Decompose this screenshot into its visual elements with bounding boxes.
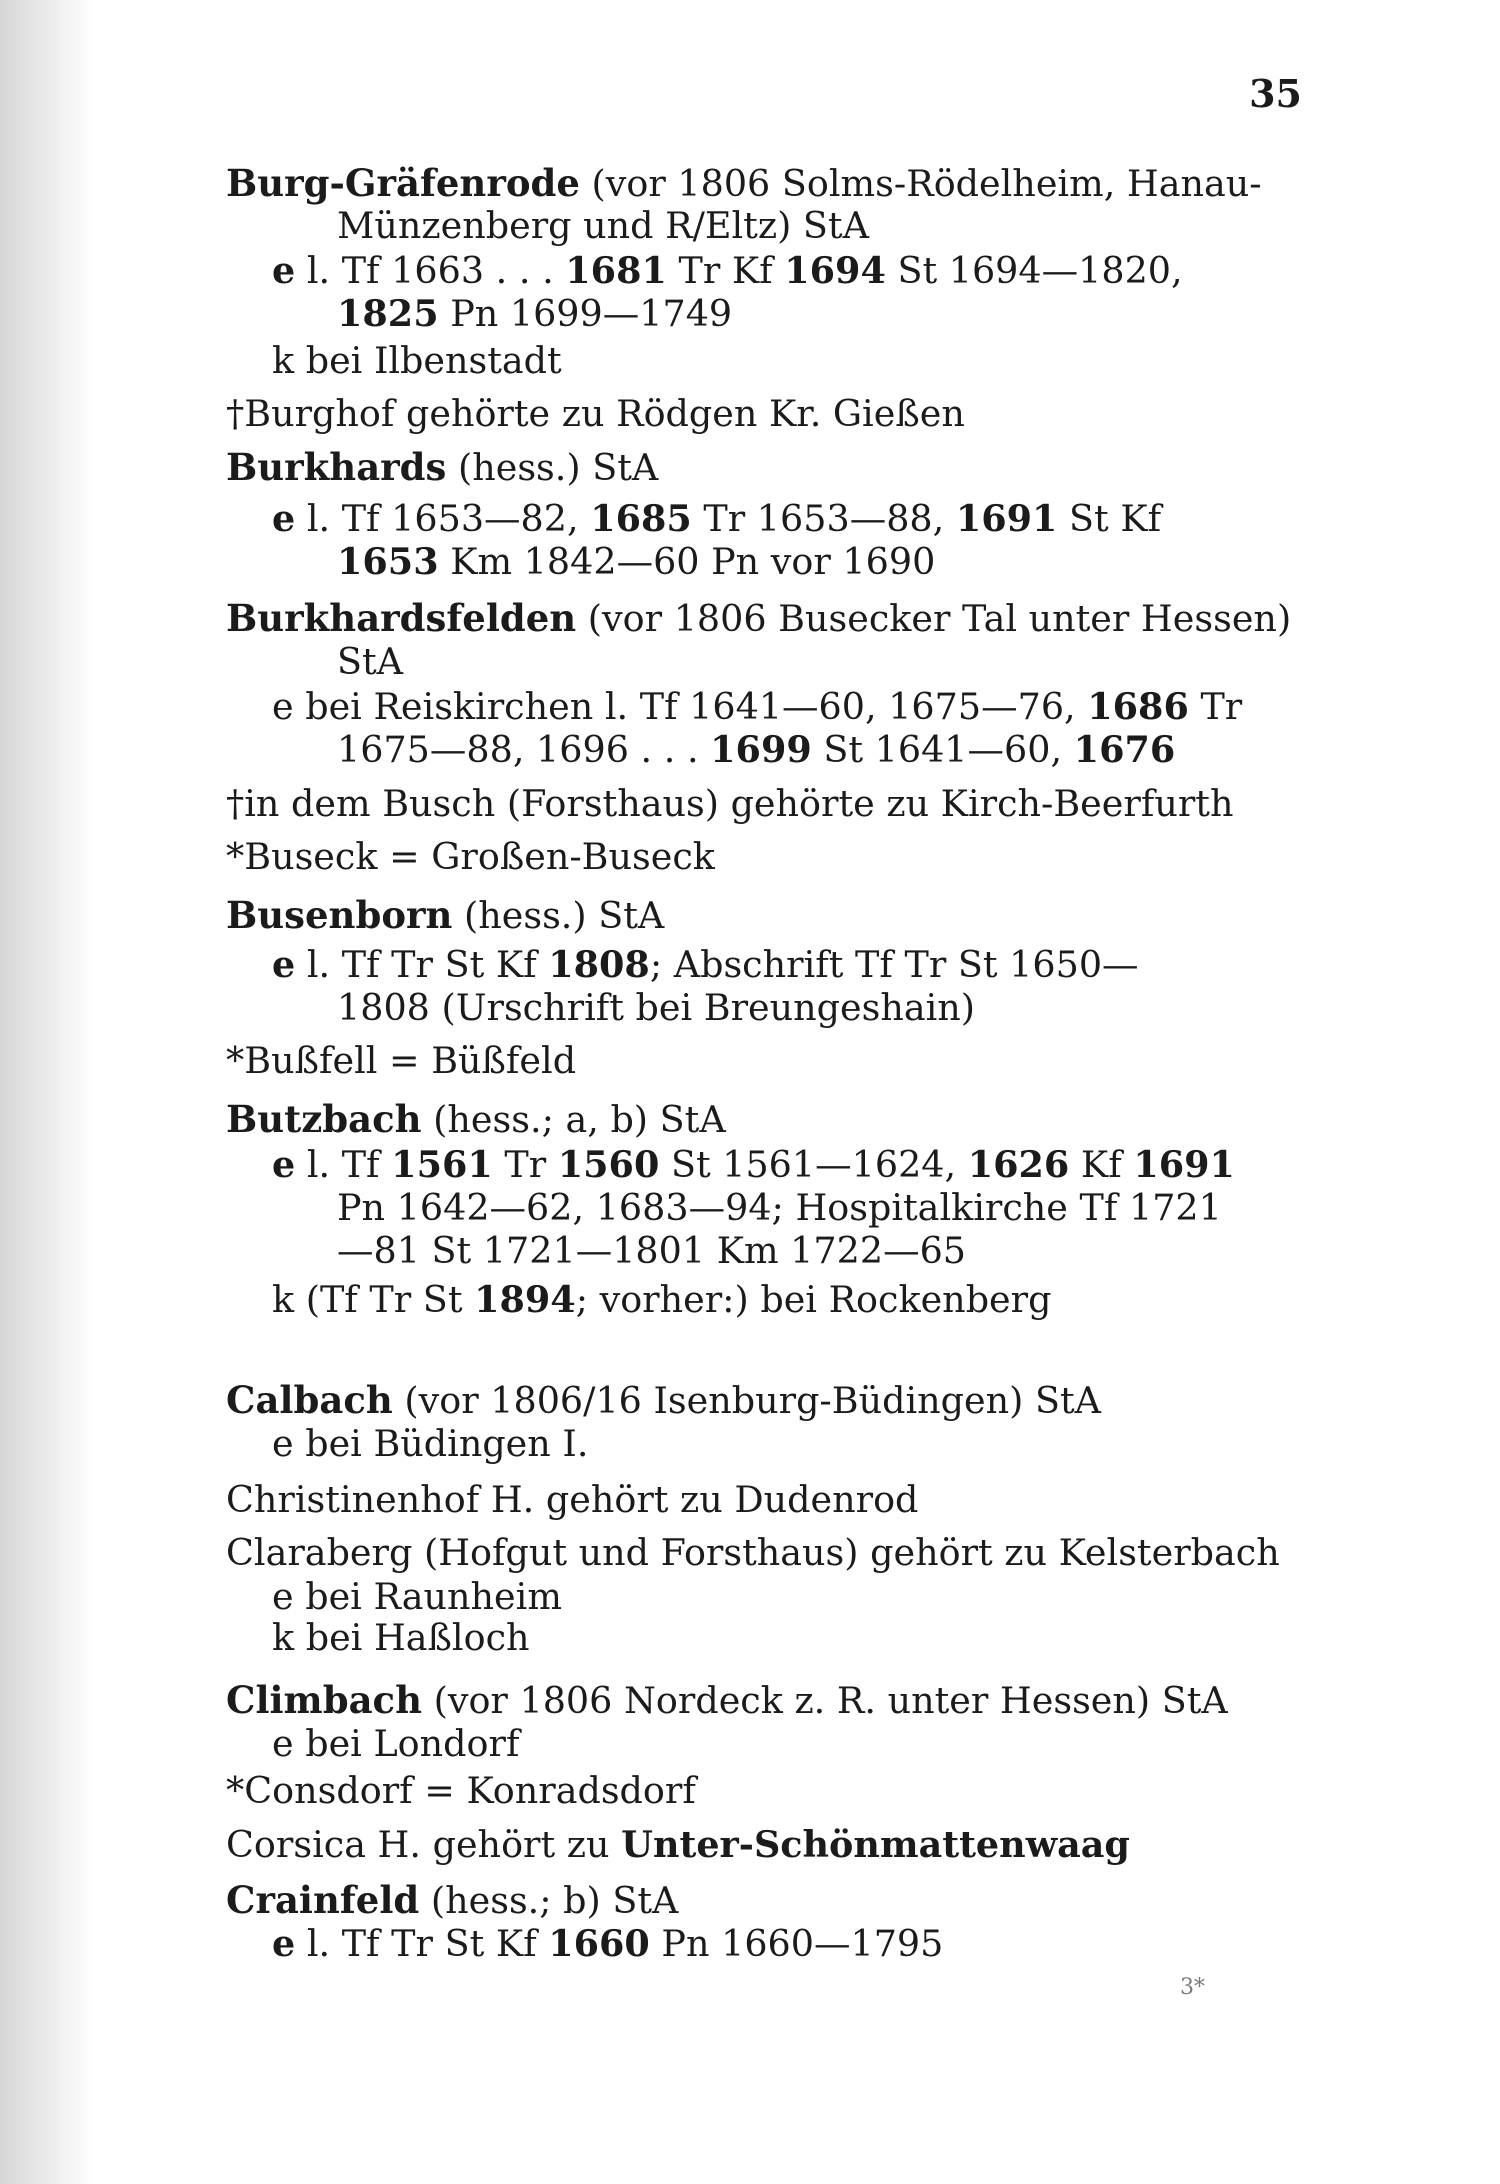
entry-headword: Burg-Gräfenrode <box>226 161 580 205</box>
entry-line: e bei Londorf <box>272 1722 520 1765</box>
entry-text: (vor 1806 Nordeck z. R. unter Hessen) StA <box>421 1679 1228 1722</box>
entry-line <box>226 1678 1228 1722</box>
entry-line <box>226 1378 1101 1422</box>
entry-line: StA <box>337 640 404 683</box>
entry-line <box>226 445 658 489</box>
entry-text: (vor 1806 Busecker Tal unter Hessen) <box>576 597 1292 640</box>
entry-line <box>226 893 664 937</box>
entry-headword: Burkhardsfelden <box>226 596 577 640</box>
entry-line: *Consdorf = Konradsdorf <box>226 1769 696 1812</box>
entry-text: (hess.; a, b) StA <box>421 1098 726 1141</box>
entry-line: †in dem Busch (Forsthaus) gehörte zu Kirch-Beerfurth <box>226 782 1234 825</box>
entry-line: 1675—88, 1696 . . . 1699 St 1641—60, 1676 <box>337 728 1176 771</box>
entry-line: —81 St 1721—1801 Km 1722—65 <box>337 1229 967 1272</box>
entry-line: †Burghof gehörte zu Rödgen Kr. Gießen <box>226 392 965 435</box>
entry-line: e bei Büdingen I. <box>272 1422 589 1465</box>
entry-text: (vor 1806/16 Isenburg-Büdingen) StA <box>392 1379 1101 1422</box>
entry-line: Christinenhof H. gehört zu Dudenrod <box>226 1478 919 1521</box>
entry-line <box>226 1097 726 1141</box>
entry-line <box>226 596 1291 640</box>
entry-line: Pn 1642—62, 1683—94; Hospitalkirche Tf 1721 <box>337 1186 1222 1229</box>
entry-line: k bei Haßloch <box>272 1616 530 1659</box>
entry-line: e l. Tf Tr St Kf 1660 Pn 1660—1795 <box>272 1922 944 1965</box>
entry-headword: Burkhards <box>226 445 447 489</box>
entry-headword: Crainfeld <box>226 1878 420 1922</box>
entry-text: (hess.) StA <box>446 446 659 489</box>
entry-headword: Climbach <box>226 1678 422 1722</box>
entry-line: k bei Ilbenstadt <box>272 339 562 382</box>
entry-line: 1653 Km 1842—60 Pn vor 1690 <box>337 540 936 583</box>
entry-text: (hess.; b) StA <box>419 1879 679 1922</box>
entry-line <box>226 161 1262 205</box>
entry-text: (hess.) StA <box>452 894 665 937</box>
entry-headword: Butzbach <box>226 1097 422 1141</box>
entry-line: e bei Raunheim <box>272 1575 562 1618</box>
entry-line: Münzenberg und R/Eltz) StA <box>337 204 869 247</box>
entry-line: 1825 Pn 1699—1749 <box>337 292 733 335</box>
entry-line: *Bußfell = Büßfeld <box>226 1039 577 1082</box>
signature-mark: 3* <box>1180 1975 1205 2000</box>
entry-line <box>226 1878 678 1922</box>
entry-line: e l. Tf 1561 Tr 1560 St 1561—1624, 1626 Kf 1691 <box>272 1143 1235 1186</box>
entry-line: Claraberg (Hofgut und Forsthaus) gehört zu Kelsterbach <box>226 1531 1280 1574</box>
entry-line: e bei Reiskirchen l. Tf 1641—60, 1675—76, 1686 Tr <box>272 685 1243 728</box>
entry-text: (vor 1806 Solms-Rödelheim, Hanau- <box>579 162 1262 205</box>
entry-line: e l. Tf 1653—82, 1685 Tr 1653—88, 1691 St Kf <box>272 497 1162 540</box>
page-number: 35 <box>1249 71 1302 116</box>
entry-line: e l. Tf 1663 . . . 1681 Tr Kf 1694 St 1694—1820, <box>272 249 1183 292</box>
entry-line: Corsica H. gehört zu Unter-Schönmattenwaag <box>226 1823 1130 1866</box>
entry-line: e l. Tf Tr St Kf 1808; Abschrift Tf Tr St 1650— <box>272 943 1139 986</box>
entry-line: 1808 (Urschrift bei Breungeshain) <box>337 986 976 1029</box>
entry-line: k (Tf Tr St 1894; vorher:) bei Rockenberg <box>272 1278 1052 1321</box>
entry-headword: Calbach <box>226 1378 393 1422</box>
entry-headword: Busenborn <box>226 893 453 937</box>
entry-line: *Buseck = Großen-Buseck <box>226 835 715 878</box>
